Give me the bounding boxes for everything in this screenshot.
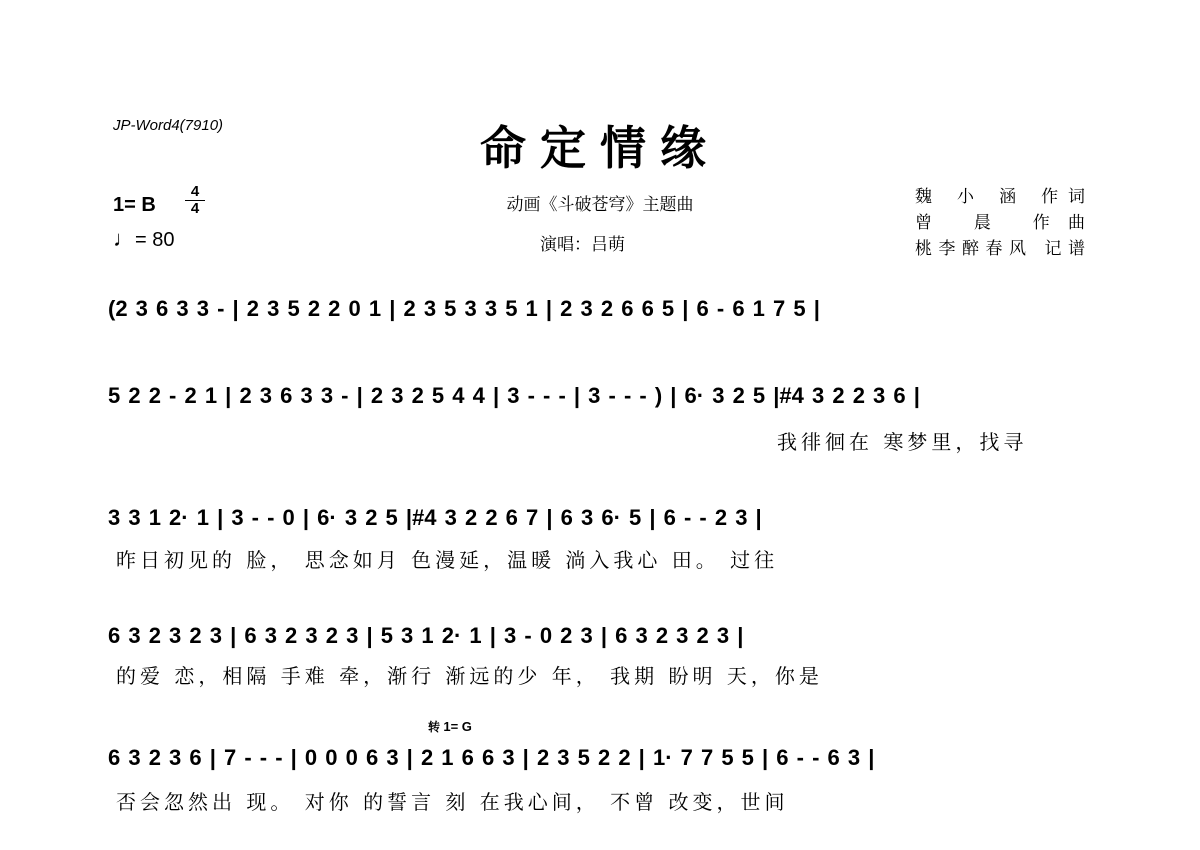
lyric-row-5: 否会忽然出 现。 对你 的誓言 刻 在我心间， 不曾 改变，世间 bbox=[116, 790, 789, 814]
score-row-5: 6 3 2 3 6 | 7 - - - | 0 0 0 6 3 | 2 1 6 6 3 | 2 3 5 2 2 | 1· 7 7 5 5 | 6 - - 6 3 | bbox=[108, 745, 875, 770]
time-signature bbox=[185, 185, 205, 216]
transcriber-credit: 桃李醉春风 记谱 bbox=[915, 239, 1085, 259]
time-signature-bottom: 4 bbox=[190, 200, 200, 217]
lyric-row-2: 我徘徊在 寒梦里，找寻 bbox=[777, 430, 1028, 454]
score-row-1: (2 3 6 3 3 - | 2 3 5 2 2 0 1 | 2 3 5 3 3 5 1 | 2 3 2 6 6 5 | 6 - 6 1 7 5 | bbox=[108, 296, 820, 321]
key-signature: 1= B bbox=[113, 194, 156, 216]
score-row-2: 5 2 2 - 2 1 | 2 3 6 3 3 - | 2 3 2 5 4 4 | 3 - - - | 3 - - - ) | 6· 3 2 5 |#4 3 2 2 3 6 | bbox=[108, 383, 920, 408]
credits-block bbox=[915, 184, 1085, 262]
singer-credit: 演唱：吕萌 bbox=[540, 235, 625, 255]
modulation-prefix: 转 bbox=[428, 720, 441, 734]
modulation-key: 1= G bbox=[443, 719, 472, 734]
song-title: 命定情缘 bbox=[480, 121, 720, 175]
modulation-marking bbox=[428, 718, 472, 735]
lyric-row-3: 昨日初见的 脸， 思念如月 色漫延，温暖 淌入我心 田。 过往 bbox=[116, 548, 779, 572]
quarter-note-icon: ♩ bbox=[113, 226, 135, 251]
lyricist-credit: 魏 小 涵 作词 bbox=[915, 187, 1085, 207]
score-row-4: 6 3 2 3 2 3 | 6 3 2 3 2 3 | 5 3 1 2· 1 | 3 - 0 2 3 | 6 3 2 3 2 3 | bbox=[108, 623, 744, 648]
tempo-marking bbox=[113, 226, 174, 252]
tempo-value: = 80 bbox=[135, 229, 175, 251]
composer-credit: 曾 晨 作曲 bbox=[915, 213, 1085, 233]
lyric-row-4: 的爱 恋，相隔 手难 牵，渐行 渐远的少 年， 我期 盼明 天，你是 bbox=[116, 664, 823, 688]
time-signature-top: 4 bbox=[190, 183, 200, 200]
score-row-3: 3 3 1 2· 1 | 3 - - 0 | 6· 3 2 5 |#4 3 2 2 6 7 | 6 3 6· 5 | 6 - - 2 3 | bbox=[108, 505, 762, 530]
song-subtitle: 动画《斗破苍穹》主题曲 bbox=[506, 195, 694, 215]
software-label: JP-Word4(7910) bbox=[113, 117, 224, 134]
